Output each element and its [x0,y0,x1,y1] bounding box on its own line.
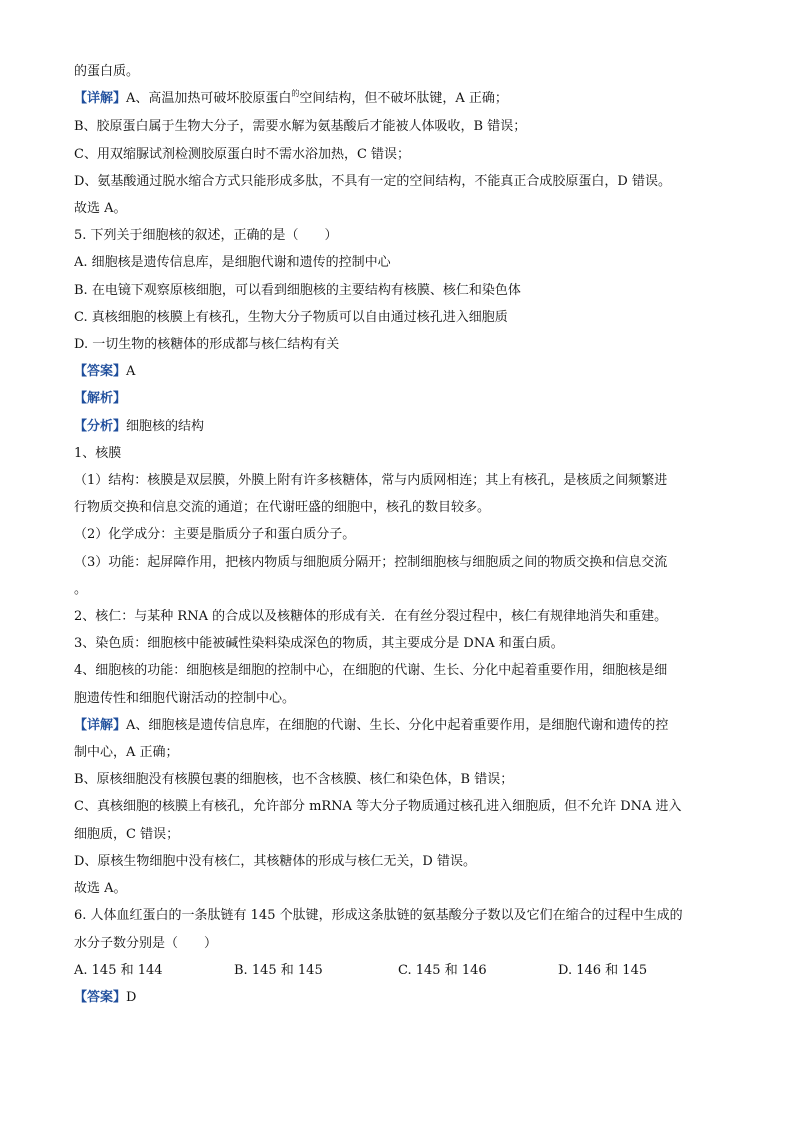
text-line: （2）化学成分：主要是脂质分子和蛋白质分子。 [74,527,356,543]
detail-line [74,712,724,739]
question-6-option-c: C. 145 和 146 [398,962,487,978]
question-6-stem-cont: 水分子数分别是（ ） [74,935,218,951]
text-line: 行物质交换和信息交流的通道；在代谢旺盛的细胞中，核孔的数目较多。 [74,500,491,516]
text-line: D、原核生物细胞中没有核仁，其核糖体的形成与核仁无关，D 错误。 [74,853,476,869]
question-5-option-d: D. 一切生物的核糖体的形成都与核仁结构有关 [74,337,340,353]
text-line: 3、染色质：细胞核中能被碱性染料染成深色的物质，其主要成分是 DNA 和蛋白质。 [74,636,564,652]
text-line: 胞遗传性和细胞代谢活动的控制中心。 [74,690,296,706]
text-line: （1）结构：核膜是双层膜，外膜上附有许多核糖体，常与内质网相连；其上有核孔，是核质之间频繁进 [74,473,668,489]
text-line: 2、核仁：与某种 RNA 的合成以及核糖体的形成有关．在有丝分裂过程中，核仁有规律地消失和重建。 [74,609,668,625]
detail-tag: 【详解】 [74,91,127,107]
answer-tag: 【答案】 [74,989,127,1005]
text-line: （3）功能：起屏障作用，把核内物质与细胞质分隔开；控制细胞核与细胞质之间的物质交换和信息交流 [74,554,668,570]
text-line: 1、核膜 [74,445,122,461]
text-span: A、细胞核是遗传信息库，在细胞的代谢、生长、分化中起着重要作用，是细胞代谢和遗传的控 [126,717,669,733]
fenxi-line [74,413,724,440]
analysis-line [74,385,724,412]
analysis-tag: 【解析】 [74,391,127,407]
answer-line [74,358,724,385]
text-line: D、氨基酸通过脱水缩合方式只能形成多肽，不具有一定的空间结构，不能真正合成胶原蛋白，D 错误。 [74,173,671,189]
document-page [74,58,724,1011]
text-line: C、用双缩脲试剂检测胶原蛋白时不需水浴加热，C 错误； [74,146,411,162]
text-span: A、高温加热可破坏胶原蛋白 [126,91,292,107]
question-5-stem: 5. 下列关于细胞核的叙述，正确的是（ ） [74,228,338,244]
answer-value: A [126,364,136,380]
detail-tag: 【详解】 [74,717,127,733]
text-line: B、胶原蛋白属于生物大分子，需要水解为氨基酸后才能被人体吸收，B 错误； [74,119,527,135]
question-6-option-a: A. 145 和 144 [74,962,163,978]
question-6-option-d: D. 146 和 145 [558,962,648,978]
text-line: 制中心，A 正确； [74,745,179,761]
answer-line [74,984,724,1011]
answer-value: D [126,989,137,1005]
text-line: 的蛋白质。 [74,64,140,79]
fenxi-value: 细胞核的结构 [126,418,205,434]
text-line: 。 [74,581,88,597]
text-line: 故选 A。 [74,201,127,217]
question-5-option-b: B. 在电镜下观察原核细胞，可以看到细胞核的主要结构有核膜、核仁和染色体 [74,282,521,298]
superscript-text: 的 [291,89,300,99]
text-line: 细胞质，C 错误； [74,826,180,842]
question-5-option-c: C. 真核细胞的核膜上有核孔，生物大分子物质可以自由通过核孔进入细胞质 [74,309,508,325]
detail-line [74,85,724,113]
question-5-option-a: A. 细胞核是遗传信息库，是细胞代谢和遗传的控制中心 [74,255,391,271]
question-6-stem: 6. 人体血红蛋白的一条肽链有 145 个肽键，形成这条肽链的氨基酸分子数以及它们在缩合的过程中生成的 [74,908,683,924]
question-6-option-b: B. 145 和 145 [234,962,323,978]
fenxi-tag: 【分析】 [74,418,127,434]
text-line: B、原核细胞没有核膜包裹的细胞核，也不含核膜、核仁和染色体，B 错误； [74,772,514,788]
text-line: 故选 A。 [74,881,127,897]
question-6-options [74,957,724,984]
text-span: 空间结构，但不破坏肽键，A 正确； [299,91,508,107]
text-line: C、真核细胞的核膜上有核孔，允许部分 mRNA 等大分子物质通过核孔进入细胞质，但不允许 DNA 进入 [74,799,682,815]
text-line: 4、细胞核的功能：细胞核是细胞的控制中心，在细胞的代谢、生长、分化中起着重要作用，细胞核是细 [74,663,668,679]
answer-tag: 【答案】 [74,364,127,380]
